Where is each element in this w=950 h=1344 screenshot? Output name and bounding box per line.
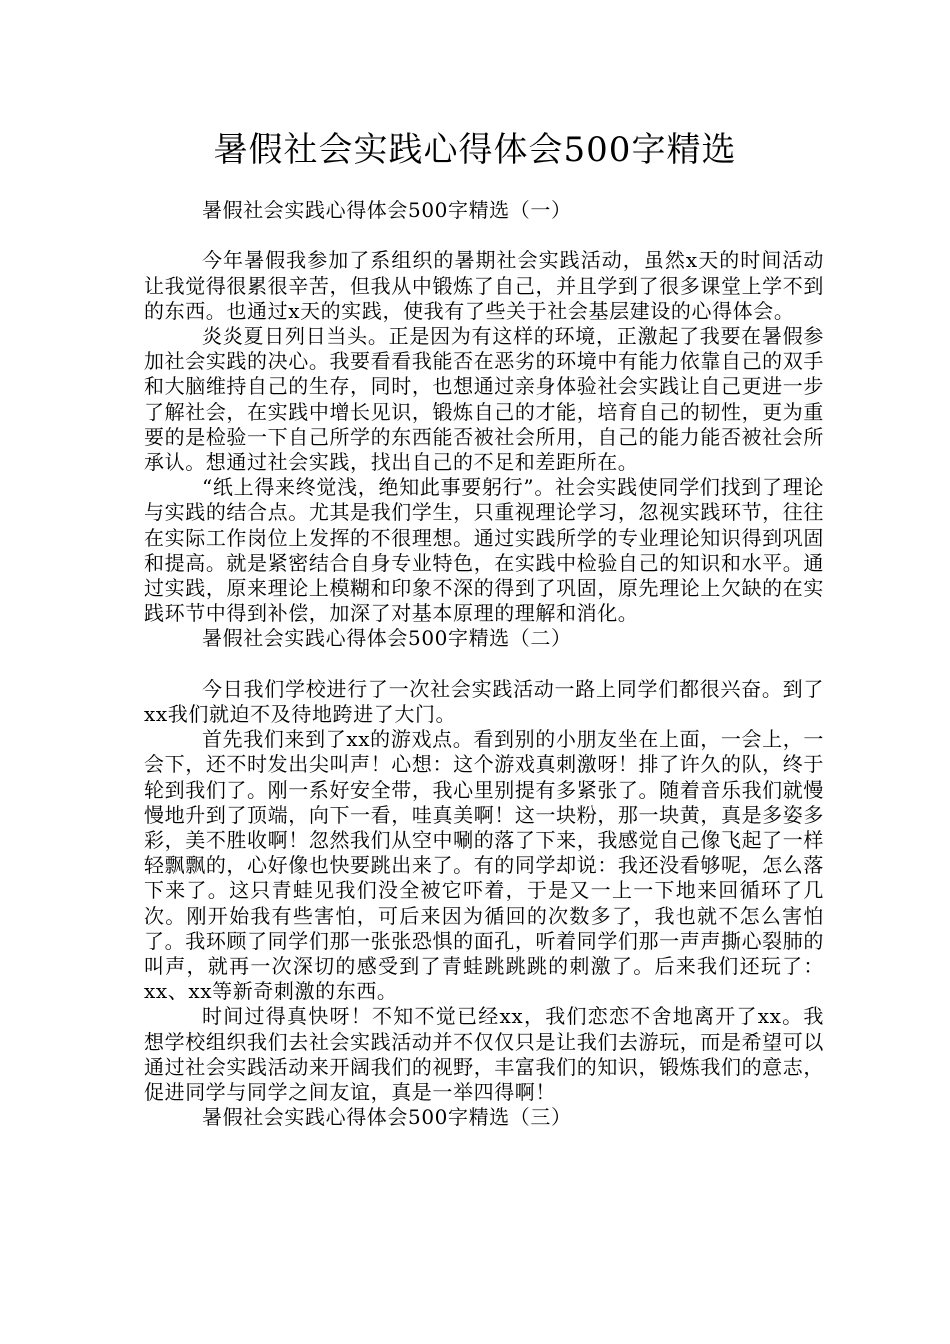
blank-line — [144, 223, 824, 248]
section-heading-2: 暑假社会实践心得体会500字精选（二） — [202, 626, 572, 651]
paragraph: 时间过得真快呀！不知不觉已经xx，我们恋恋不舍地离开了xx。我想学校组织我们去社会实践活动并不仅仅只是让我们去游玩，而是希望可以通过社会实践活动来开阔我们的视野，丰富我们的知识，锻炼我们的意志，促进同学与同学之间友谊，真是一举四得啊！ — [144, 1004, 824, 1105]
paragraph: 炎炎夏日列日当头。正是因为有这样的环境，正激起了我要在暑假参加社会实践的决心。我要看看我能否在恶劣的环境中有能力依靠自己的双手和大脑维持自己的生存，同时，也想通过亲身体验社会实践让自己更进一步了解社会，在实践中增长见识，锻炼自己的才能，培育自己的韧性，更为重要的是检验一下自己所学的东西能否被社会所用，自己的能力能否被社会所承认。想通过社会实践，找出自己的不足和差距所在。 — [144, 324, 824, 475]
paragraph: “纸上得来终觉浅，绝知此事要躬行”。社会实践使同学们找到了理论与实践的结合点。尤其是我们学生，只重视理论学习，忽视实践环节，往往在实际工作岗位上发挥的不很理想。通过实践所学的专业理论知识得到巩固和提高。就是紧密结合自身专业特色，在实践中检验自己的知识和水平。通过实践，原来理论上模糊和印象不深的得到了巩固，原先理论上欠缺的在实践环节中得到补偿，加深了对基本原理的理解和消化。 — [144, 475, 824, 626]
section-heading-1: 暑假社会实践心得体会500字精选（一） — [202, 198, 572, 222]
paragraph: 今年暑假我参加了系组织的暑期社会实践活动，虽然x天的时间活动让我觉得很累很辛苦，但我从中锻炼了自己，并且学到了很多课堂上学不到的东西。也通过x天的实践，使我有了些关于社会基层建设的心得体会。 — [144, 248, 824, 323]
document-title: 暑假社会实践心得体会500字精选 — [213, 130, 737, 170]
blank-line — [144, 652, 824, 677]
section-heading-3: 暑假社会实践心得体会500字精选（三） — [202, 1105, 572, 1130]
document-body — [144, 198, 824, 1130]
paragraph: 首先我们来到了xx的游戏点。看到别的小朋友坐在上面，一会上，一会下，还不时发出尖叫声！心想：这个游戏真刺激呀！排了许久的队，终于轮到我们了。刚一系好安全带，我心里别提有多紧张了。随着音乐我们就慢慢地升到了顶端，向下一看，哇真美啊！这一块粉，那一块黄，真是多姿多彩，美不胜收啊！忽然我们从空中唰的落了下来，我感觉自己像飞起了一样轻飘飘的，心好像也快要跳出来了。有的同学却说：我还没看够呢，怎么落下来了。这只青蛙见我们没全被它吓着，于是又一上一下地来回循环了几次。刚开始我有些害怕，可后来因为循回的次数多了，我也就不怎么害怕了。我环顾了同学们那一张张恐惧的面孔，听着同学们那一声声撕心裂肺的叫声，就再一次深切的感受到了青蛙跳跳跳的刺激了。后来我们还玩了：xx、xx等新奇刺激的东西。 — [144, 727, 824, 1004]
paragraph: 今日我们学校进行了一次社会实践活动一路上同学们都很兴奋。到了xx我们就迫不及待地跨进了大门。 — [144, 676, 824, 727]
